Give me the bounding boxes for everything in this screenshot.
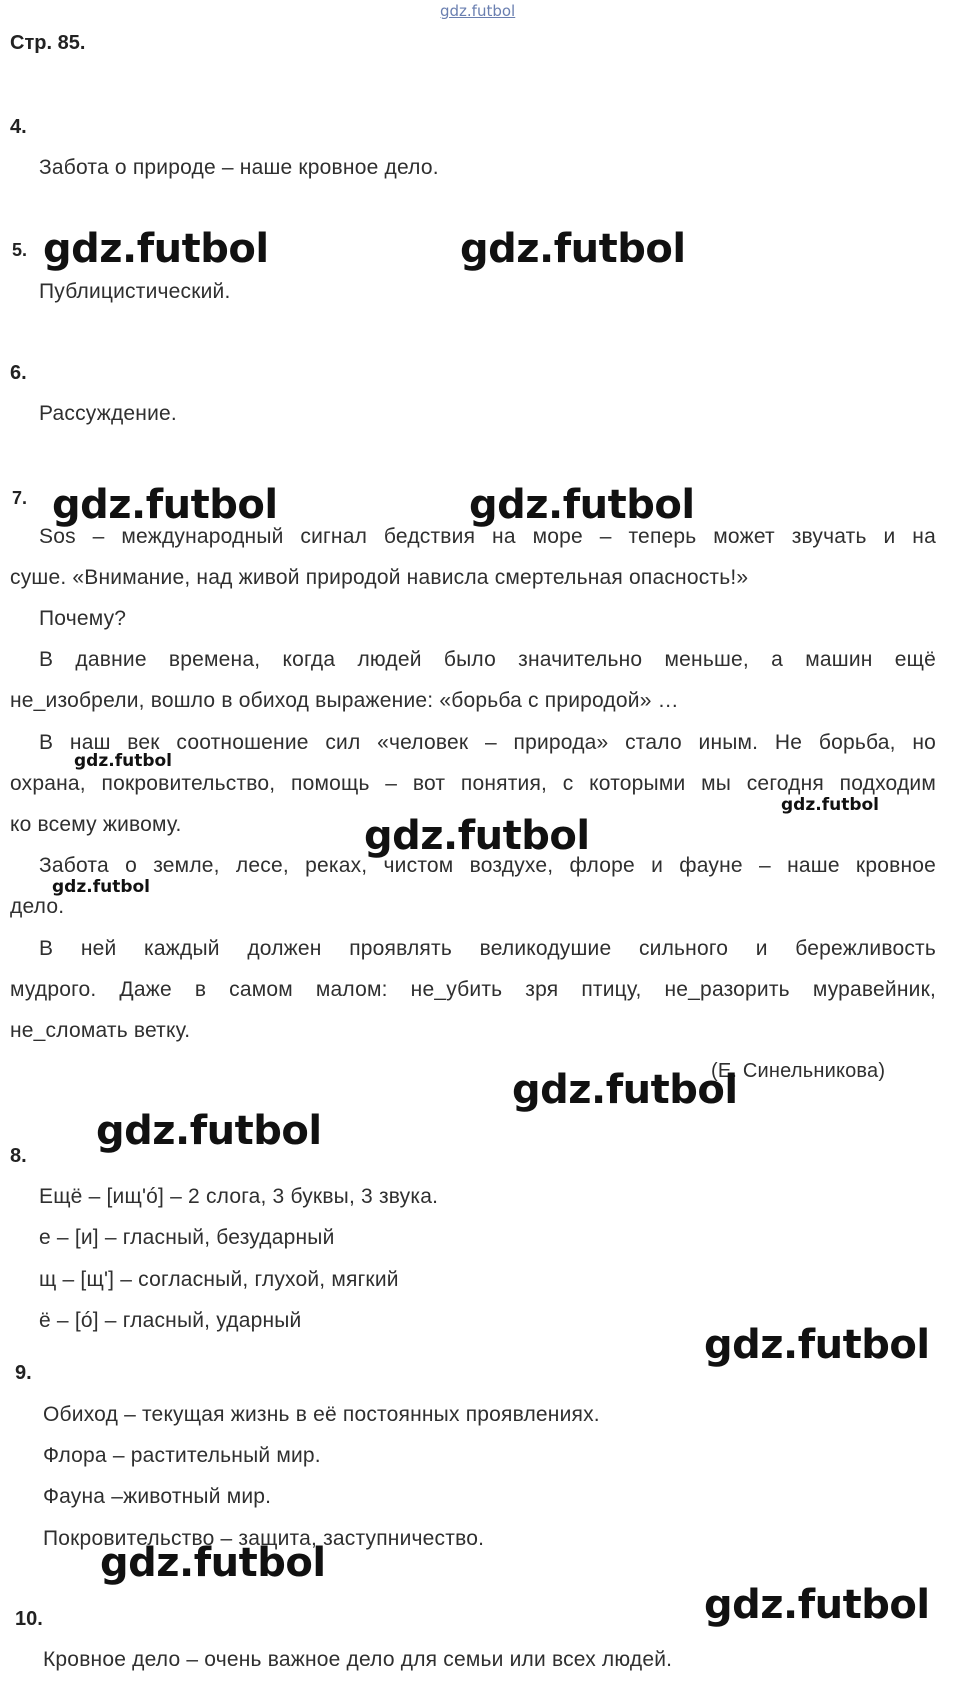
watermark: gdz.futbol [364,813,590,859]
watermark: gdz.futbol [512,1067,738,1113]
watermark: gdz.futbol [704,1582,930,1628]
watermark: gdz.futbol [781,795,879,815]
text-line: Sos – международный сигнал бедствия на море – теперь может звучать и на [39,525,936,548]
question-4-answer: Забота о природе – наше кровное дело. [39,156,439,179]
phonetic-line: ё – [ó] – гласный, ударный [39,1309,302,1332]
question-9-number: 9. [15,1362,32,1384]
question-7-number: 7. [12,488,28,508]
text-line: охрана, покровительство, помощь – вот понятия, с которыми мы сегодня подходим [10,772,936,795]
watermark: gdz.futbol [74,751,172,771]
text-line: Забота о земле, лесе, реках, чистом воздухе, флоре и фауне – наше кровное [39,854,936,877]
phonetic-line: е – [и] – гласный, безударный [39,1226,335,1249]
question-5-answer: Публицистический. [39,280,231,303]
watermark: gdz.futbol [43,226,269,272]
question-4-number: 4. [10,116,27,138]
question-10-number: 10. [15,1608,43,1630]
watermark: gdz.futbol [460,226,686,272]
phonetic-line: щ – [щ'] – согласный, глухой, мягкий [39,1268,399,1291]
text-line: В ней каждый должен проявлять великодушие сильного и бережливость [39,937,936,960]
definition-line: Флора – растительный мир. [43,1444,321,1467]
watermark: gdz.futbol [100,1540,326,1586]
watermark: gdz.futbol [52,877,150,897]
page-label: Стр. 85. [10,32,86,54]
phonetic-line: Ещё – [ищ'ó] – 2 слога, 3 буквы, 3 звука. [39,1185,439,1208]
question-6-answer: Рассуждение. [39,402,177,425]
author-attribution: (Е. Синельникова) [711,1060,886,1082]
text-line: В давние времена, когда людей было значительно меньше, а машин ещё [39,648,936,671]
text-line: не_изобрели, вошло в обиход выражение: «борьба с природой» … [10,689,679,712]
watermark: gdz.futbol [96,1108,322,1154]
text-line: не_сломать ветку. [10,1019,191,1042]
watermark: gdz.futbol [704,1322,930,1368]
text-line: дело. [10,895,65,918]
text-line: суше. «Внимание, над живой природой нависла смертельная опасность!» [10,566,749,589]
question-5-number: 5. [12,240,28,260]
definition-line: Покровительство – защита, заступничество. [43,1527,485,1550]
text-line: мудрого. Даже в самом малом: не_убить зря птицу, не_разорить муравейник, [10,978,936,1001]
text-line: Почему? [39,607,127,630]
question-8-number: 8. [10,1145,27,1167]
definition-line: Фауна –животный мир. [43,1485,272,1508]
text-line: В наш век соотношение сил «человек – природа» стало иным. Не борьба, но [39,731,936,754]
definition-line: Обиход – текущая жизнь в её постоянных проявлениях. [43,1403,600,1426]
watermark: gdz.futbol [469,482,695,528]
question-10-answer: Кровное дело – очень важное дело для семьи или всех людей. [43,1648,673,1671]
text-line: ко всему живому. [10,813,182,836]
question-6-number: 6. [10,362,27,384]
watermark: gdz.futbol [52,482,278,528]
header-watermark[interactable]: gdz.futbol [440,2,516,20]
